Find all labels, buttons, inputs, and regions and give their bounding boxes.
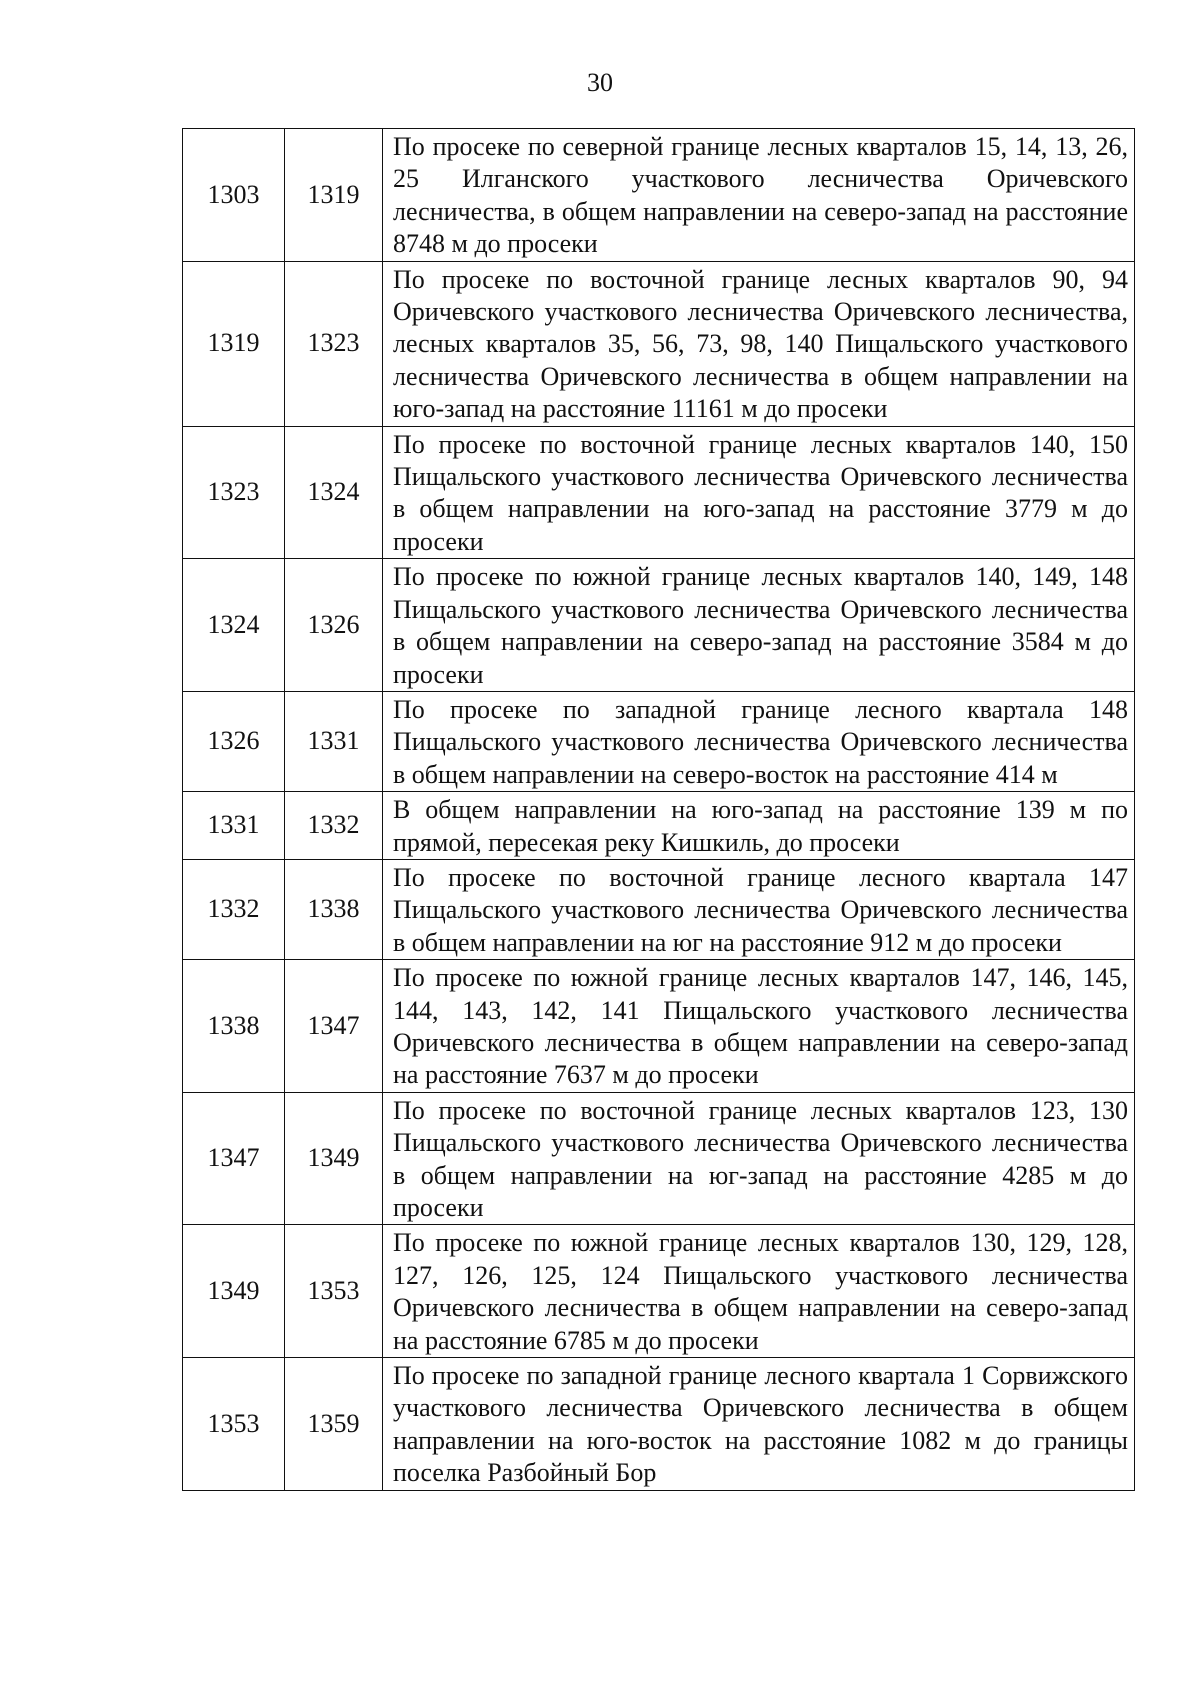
from-point-cell: 1347	[183, 1092, 285, 1225]
boundary-description-cell: По просеке по восточной границе лесных кварталов 90, 94 Оричевского участкового лесничества Оричевского лесничества, лесных кварталов 35, 56, 73, 98, 140 Пищальского участкового лесничества Оричевского лесничества в общем направлении на юго-запад на расстояние 11161 м до просеки	[383, 261, 1135, 426]
page-number: 30	[587, 68, 613, 97]
table-row	[183, 792, 1135, 860]
table-row	[183, 960, 1135, 1093]
to-point-cell: 1331	[285, 691, 383, 791]
to-point-cell: 1353	[285, 1225, 383, 1358]
from-point-cell: 1353	[183, 1358, 285, 1491]
from-point-cell: 1324	[183, 559, 285, 692]
from-point-cell: 1332	[183, 859, 285, 959]
from-point-cell: 1338	[183, 960, 285, 1093]
from-point-cell: 1331	[183, 792, 285, 860]
boundary-description-table	[182, 128, 1135, 1491]
boundary-description-cell: По просеке по северной границе лесных кварталов 15, 14, 13, 26, 25 Илганского участкового лесничества Оричевского лесничества, в общем направлении на северо-запад на расстояние 8748 м до просеки	[383, 129, 1135, 262]
to-point-cell: 1319	[285, 129, 383, 262]
boundary-description-cell: По просеке по южной границе лесных кварталов 147, 146, 145, 144, 143, 142, 141 Пищальского участкового лесничества Оричевского лесничества в общем направлении на северо-запад на расстояние 7637 м до просеки	[383, 960, 1135, 1093]
boundary-description-cell: По просеке по южной границе лесных кварталов 140, 149, 148 Пищальского участкового лесничества Оричевского лесничества в общем направлении на северо-запад на расстояние 3584 м до просеки	[383, 559, 1135, 692]
to-point-cell: 1324	[285, 426, 383, 559]
from-point-cell: 1319	[183, 261, 285, 426]
table-row	[183, 1358, 1135, 1491]
boundary-description-cell: В общем направлении на юго-запад на расстояние 139 м по прямой, пересекая реку Кишкиль, до просеки	[383, 792, 1135, 860]
table-row	[183, 261, 1135, 426]
to-point-cell: 1323	[285, 261, 383, 426]
from-point-cell: 1323	[183, 426, 285, 559]
table-body	[183, 129, 1135, 1491]
from-point-cell: 1303	[183, 129, 285, 262]
to-point-cell: 1338	[285, 859, 383, 959]
table-row	[183, 559, 1135, 692]
to-point-cell: 1359	[285, 1358, 383, 1491]
table-row	[183, 691, 1135, 791]
to-point-cell: 1349	[285, 1092, 383, 1225]
from-point-cell: 1326	[183, 691, 285, 791]
table-row	[183, 859, 1135, 959]
boundary-description-cell: По просеке по западной границе лесного квартала 1 Сорвижского участкового лесничества Оричевского лесничества в общем направлении на юго-восток на расстояние 1082 м до границы поселка Разбойный Бор	[383, 1358, 1135, 1491]
from-point-cell: 1349	[183, 1225, 285, 1358]
to-point-cell: 1347	[285, 960, 383, 1093]
boundary-description-cell: По просеке по южной границе лесных кварталов 130, 129, 128, 127, 126, 125, 124 Пищальского участкового лесничества Оричевского лесничества в общем направлении на северо-запад на расстояние 6785 м до просеки	[383, 1225, 1135, 1358]
boundary-description-cell: По просеке по западной границе лесного квартала 148 Пищальского участкового лесничества Оричевского лесничества в общем направлении на северо-восток на расстояние 414 м	[383, 691, 1135, 791]
to-point-cell: 1332	[285, 792, 383, 860]
table-row	[183, 129, 1135, 262]
boundary-description-cell: По просеке по восточной границе лесного квартала 147 Пищальского участкового лесничества Оричевского лесничества в общем направлении на юг на расстояние 912 м до просеки	[383, 859, 1135, 959]
table-row	[183, 426, 1135, 559]
table-row	[183, 1092, 1135, 1225]
boundary-description-cell: По просеке по восточной границе лесных кварталов 123, 130 Пищальского участкового лесничества Оричевского лесничества в общем направлении на юг-запад на расстояние 4285 м до просеки	[383, 1092, 1135, 1225]
table-row	[183, 1225, 1135, 1358]
boundary-description-cell: По просеке по восточной границе лесных кварталов 140, 150 Пищальского участкового лесничества Оричевского лесничества в общем направлении на юго-запад на расстояние 3779 м до просеки	[383, 426, 1135, 559]
to-point-cell: 1326	[285, 559, 383, 692]
